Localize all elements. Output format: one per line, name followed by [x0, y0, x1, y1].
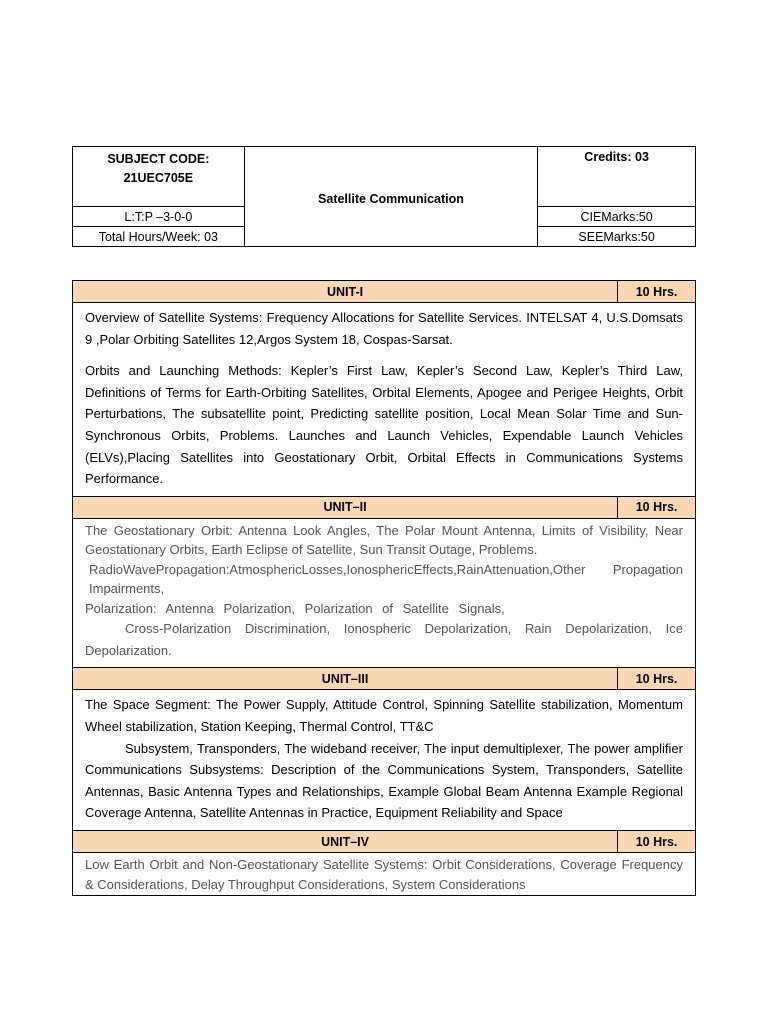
unit-hours: 10 Hrs. [618, 496, 696, 518]
unit-title: UNIT–III [73, 668, 618, 690]
unit-3-header [73, 668, 696, 690]
unit-2-header [73, 496, 696, 518]
units-table [72, 280, 696, 896]
unit-1-body [73, 303, 696, 497]
cie-marks: CIEMarks:50 [538, 207, 696, 227]
course-header-table [72, 146, 696, 247]
unit-title: UNIT-I [73, 281, 618, 303]
unit-title: UNIT–IV [73, 831, 618, 853]
unit-title: UNIT–II [73, 496, 618, 518]
subject-code: 21UEC705E [123, 171, 194, 185]
unit-paragraph: RadioWavePropagation:AtmosphericLosses,IonosphericEffects,RainAttenuation,Other Propagation Impairments, [89, 561, 683, 597]
unit-paragraph: The Space Segment: The Power Supply, Attitude Control, Spinning Satellite stabilization, Momentum Wheel stabilization, Station Keeping, Thermal Control, TT&C [85, 697, 683, 735]
total-hours: Total Hours/Week: 03 [73, 227, 245, 247]
unit-paragraph: Subsystem, Transponders, The wideband receiver, The input demultiplexer, The power amplifier Communications Subsystems: Description of the Communications System, Transponders, Satellite Antennas, Basic Antenna Types and Relationships, Example Global Beam Antenna Example Regional Coverage Antenna, Satellite Antennas in Practice, Equipment Reliability and Space [85, 740, 683, 821]
unit-paragraph: Cross-Polarization Discrimination, Ionospheric Depolarization, Rain Depolarization, Ice Depolarization. [85, 621, 683, 658]
unit-hours: 10 Hrs. [618, 281, 696, 303]
subject-code-label: SUBJECT CODE: [107, 152, 210, 166]
credits: Credits: 03 [538, 147, 696, 207]
unit-paragraph: Overview of Satellite Systems: Frequency Allocations for Satellite Services. INTELSAT 4, U.S.Domsats 9 ,Polar Orbiting Satellites 12,Argos System 18, Cospas-Sarsat. [85, 310, 683, 347]
unit-1-header [73, 281, 696, 303]
unit-3-body [73, 690, 696, 831]
see-marks: SEEMarks:50 [538, 227, 696, 247]
unit-4-header [73, 831, 696, 853]
unit-2-body [73, 518, 696, 668]
unit-paragraph: Polarization: Antenna Polarization, Polarization of Satellite Signals, [85, 600, 505, 616]
unit-hours: 10 Hrs. [618, 668, 696, 690]
unit-hours: 10 Hrs. [618, 831, 696, 853]
unit-4-body [73, 853, 696, 896]
unit-paragraph: Orbits and Launching Methods: Kepler’s First Law, Kepler’s Second Law, Kepler’s Third Law, Definitions of Terms for Earth-Orbiting Satellites, Orbital Elements, Apogee and Perigee Heights, Orbit Perturbations, The subsatellite point, Predicting satellite position, Local Mean Solar Time and Sun-Synchronous Orbits, Problems. Launches and Launch Vehicles, Expendable Launch Vehicles (ELVs),Placing Satellites into Geostationary Orbit, Orbital Effects in Communications Systems Performance. [85, 363, 683, 487]
unit-paragraph: Low Earth Orbit and Non-Geostationary Satellite Systems: Orbit Considerations, Coverage Frequency & Considerations, Delay Throughput Considerations, System Considerations [85, 857, 683, 892]
course-title: Satellite Communication [244, 147, 537, 247]
unit-paragraph: The Geostationary Orbit: Antenna Look Angles, The Polar Mount Antenna, Limits of Visibility, Near Geostationary Orbits, Earth Eclipse of Satellite, Sun Transit Outage, Problems. [85, 522, 683, 558]
ltp: L:T:P –3-0-0 [73, 207, 245, 227]
subject-code-cell [73, 147, 245, 207]
